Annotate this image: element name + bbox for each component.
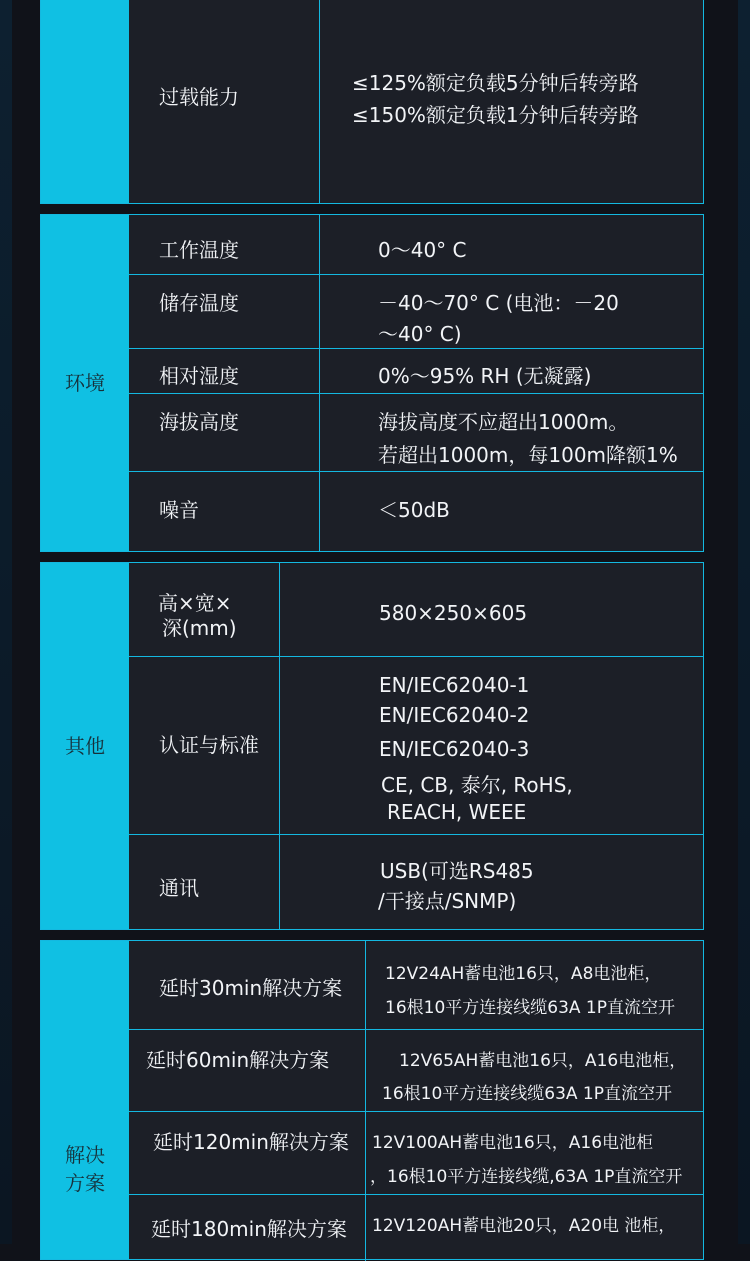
value-line: EN/IEC62040-2 — [379, 703, 530, 727]
value-line: /干接点/SNMP) — [378, 889, 517, 913]
row-label-cell — [129, 1112, 366, 1194]
row-value-cell — [280, 563, 703, 656]
row-label-cell — [129, 472, 320, 552]
solution-section — [40, 940, 704, 1260]
row-value-cell — [320, 472, 703, 552]
table-row — [129, 563, 703, 657]
row-value-cell — [320, 275, 703, 348]
row-label: 延时60min解决方案 — [146, 1048, 330, 1072]
value-line: 12V100AH蓄电池16只，A16电池柜 — [372, 1133, 654, 1153]
row-value-cell — [366, 1195, 703, 1261]
value-line: －40～70° C (电池：－20 — [378, 291, 619, 315]
row-label-cell — [129, 1030, 366, 1111]
row-value-cell — [320, 394, 703, 471]
row-label: 储存温度 — [159, 291, 239, 315]
row-label: 深(mm) — [162, 616, 237, 640]
row-value-cell — [320, 215, 703, 274]
table-row — [129, 349, 703, 394]
row-label: 海拔高度 — [159, 410, 239, 434]
row-value-cell — [320, 349, 703, 393]
row-value-cell — [280, 835, 703, 929]
row-label-cell — [129, 941, 366, 1029]
row-label-cell — [129, 1195, 366, 1261]
value-line: CE, CB, 泰尔, RoHS, — [381, 773, 573, 797]
row-label: 高×宽× — [158, 591, 232, 615]
value-line: 16根10平方连接线缆63A 1P直流空开 — [382, 1084, 672, 1104]
row-label: 噪音 — [159, 498, 199, 522]
category-label — [41, 1141, 129, 1197]
row-label: 延时30min解决方案 — [159, 976, 343, 1000]
row-label: 延时180min解决方案 — [151, 1217, 347, 1241]
right-border-stripe — [738, 0, 750, 1244]
row-label: 过载能力 — [159, 85, 239, 109]
value-line: ≤150%额定负载1分钟后转旁路 — [352, 103, 639, 127]
value-line: 0～40° C — [378, 238, 467, 262]
category-label-line: 方案 — [65, 1171, 105, 1195]
category-label: 环境 — [65, 371, 105, 395]
row-label: 认证与标准 — [159, 733, 259, 757]
value-line: ＜50dB — [378, 498, 450, 522]
value-line: ，16根10平方连接线缆,63A 1P直流空开 — [370, 1167, 683, 1187]
row-label-cell — [129, 394, 320, 471]
row-label: 工作温度 — [159, 238, 239, 262]
row-value-cell — [320, 0, 703, 203]
row-label-cell — [129, 0, 320, 203]
row-label: 相对湿度 — [159, 364, 239, 388]
table-row — [129, 472, 703, 552]
value-line: 12V24AH蓄电池16只，A8电池柜， — [385, 964, 662, 984]
category-label-line: 解决 — [65, 1143, 105, 1167]
value-line: 12V120AH蓄电池20只，A20电 池柜， — [372, 1216, 676, 1236]
value-line: USB(可选RS485 — [380, 859, 534, 883]
overload-row — [129, 0, 703, 203]
overload-section — [40, 0, 704, 204]
row-value-cell — [280, 657, 703, 834]
table-row — [129, 1195, 703, 1261]
row-label: 通讯 — [159, 876, 199, 900]
solution-category-cell — [41, 941, 129, 1259]
row-label: 延时120min解决方案 — [153, 1130, 349, 1154]
value-line: 0%～95% RH (无凝露) — [378, 364, 592, 388]
table-row — [129, 941, 703, 1030]
row-value-cell — [366, 1112, 703, 1194]
value-line: 580×250×605 — [379, 601, 528, 625]
row-label-cell — [129, 657, 280, 834]
row-label-cell — [129, 275, 320, 348]
value-line: ≤125%额定负载5分钟后转旁路 — [352, 71, 639, 95]
table-row — [129, 215, 703, 275]
category-label: 其他 — [65, 734, 105, 758]
value-line: EN/IEC62040-3 — [379, 737, 530, 761]
row-value-cell — [366, 1030, 703, 1111]
value-line: 12V65AH蓄电池16只，A16电池柜， — [399, 1051, 687, 1071]
value-line: 海拔高度不应超出1000m。 — [378, 410, 629, 434]
table-row — [129, 835, 703, 929]
row-label-cell — [129, 349, 320, 393]
value-line: REACH, WEEE — [387, 800, 527, 824]
table-row — [129, 1112, 703, 1195]
value-line: EN/IEC62040-1 — [379, 673, 530, 697]
row-label-cell — [129, 215, 320, 274]
table-row — [129, 394, 703, 472]
left-border-stripe — [0, 0, 12, 1244]
environment-category-cell — [41, 215, 129, 551]
row-label-cell — [129, 563, 280, 656]
overload-category-cell — [41, 0, 129, 203]
table-row — [129, 657, 703, 835]
other-category-cell — [41, 563, 129, 929]
value-line: 16根10平方连接线缆63A 1P直流空开 — [385, 998, 675, 1018]
row-label-cell — [129, 835, 280, 929]
value-line: ～40° C) — [378, 322, 462, 346]
table-row — [129, 275, 703, 349]
other-section — [40, 562, 704, 930]
table-row — [129, 1030, 703, 1112]
row-value-cell — [366, 941, 703, 1029]
value-line: 若超出1000m，每100m降额1% — [378, 443, 678, 467]
environment-section — [40, 214, 704, 552]
